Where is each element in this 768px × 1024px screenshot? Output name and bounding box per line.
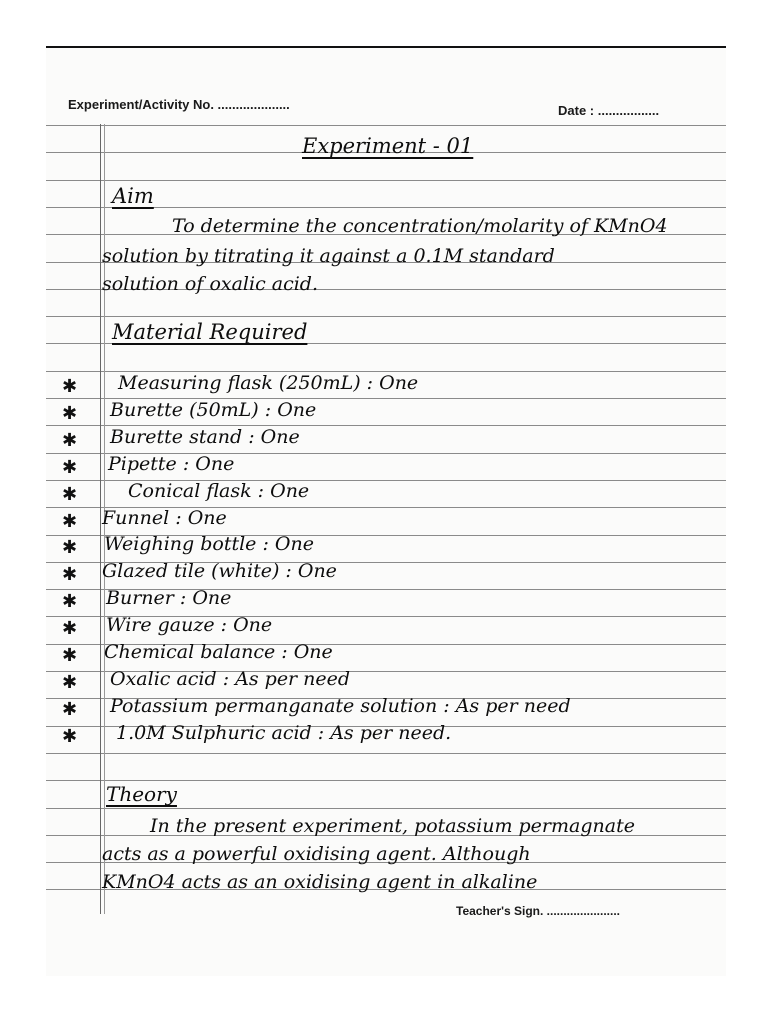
bullet-star-icon: ✱ — [62, 618, 78, 640]
ruled-line — [46, 316, 726, 317]
bullet-star-icon: ✱ — [62, 537, 78, 559]
material-item: Measuring flask (250mL) : One — [118, 372, 419, 394]
material-item: Conical flask : One — [128, 479, 310, 502]
material-item: Burette stand : One — [110, 425, 300, 448]
material-item: Wire gauze : One — [106, 614, 273, 637]
ruled-line — [46, 180, 726, 181]
material-item: Weighing bottle : One — [104, 533, 314, 556]
ruled-line — [46, 808, 726, 809]
material-item: Funnel : One — [102, 506, 227, 529]
teacher-sign-label: Teacher's Sign. ...................... — [456, 904, 621, 918]
aim-line-1: To determine the concentration/molarity of KMnO4 — [172, 215, 668, 237]
bullet-star-icon: ✱ — [62, 483, 78, 505]
bullet-star-icon: ✱ — [62, 376, 78, 397]
aim-line-3: solution of oxalic acid. — [102, 273, 319, 295]
material-item: Chemical balance : One — [104, 641, 333, 663]
top-border — [46, 46, 726, 48]
bullet-star-icon: ✱ — [62, 510, 78, 532]
aim-heading: Aim — [112, 184, 154, 208]
bullet-star-icon: ✱ — [62, 564, 78, 586]
aim-line-2: solution by titrating it against a 0.1M standard — [102, 245, 555, 267]
theory-line-1: In the present experiment, potassium permagnate — [150, 815, 635, 837]
bullet-star-icon: ✱ — [62, 725, 78, 747]
bullet-star-icon: ✱ — [62, 645, 78, 666]
ruled-line — [46, 753, 726, 754]
bullet-star-icon: ✱ — [62, 429, 78, 451]
margin-line — [100, 124, 101, 914]
date-label: Date : ................. — [558, 103, 660, 118]
material-item: Glazed tile (white) : One — [102, 560, 337, 583]
material-item: Potassium permanganate solution : As per need — [110, 694, 571, 717]
ruled-line — [46, 125, 726, 126]
material-item: 1.0M Sulphuric acid : As per need. — [116, 721, 452, 744]
experiment-number-label: Experiment/Activity No. .................... — [68, 97, 290, 112]
bullet-star-icon: ✱ — [62, 402, 78, 424]
theory-line-2: acts as a powerful oxidising agent. Although — [102, 843, 531, 865]
material-item: Oxalic acid : As per need — [110, 667, 351, 690]
material-item: Burette (50mL) : One — [110, 398, 317, 421]
page-title: Experiment - 01 — [302, 134, 474, 158]
theory-heading: Theory — [106, 782, 177, 806]
bullet-star-icon: ✱ — [62, 591, 78, 613]
theory-line-3: KMnO4 acts as an oxidising agent in alkaline — [102, 871, 538, 893]
material-item: Burner : One — [106, 587, 232, 610]
bullet-star-icon: ✱ — [62, 698, 78, 720]
materials-heading: Material Required — [112, 320, 308, 344]
bullet-star-icon: ✱ — [62, 671, 78, 693]
bullet-star-icon: ✱ — [62, 456, 78, 478]
material-item: Pipette : One — [108, 452, 235, 475]
